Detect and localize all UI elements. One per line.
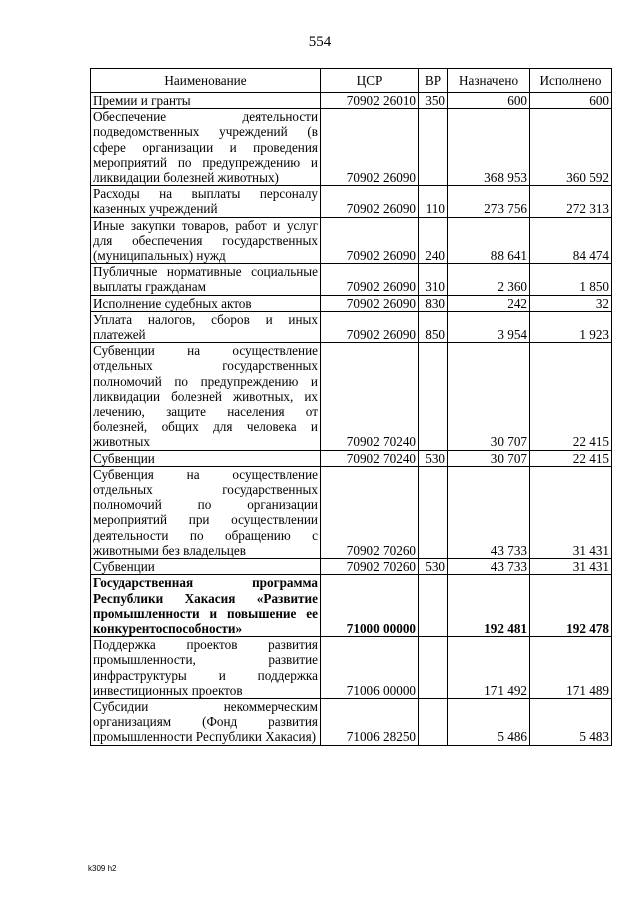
row-name: Субвенции на осуществление отдельных государственных полномочий по предупреждению и ликвидации болезней животных, их лечению, защите населения от болезней, общих для человека и животных (91, 343, 321, 450)
row-csr: 70902 70260 (321, 559, 419, 575)
row-executed: 1 850 (530, 264, 612, 295)
table-row (91, 466, 612, 558)
footer-code: k309 h2 (88, 864, 117, 873)
table-body (91, 93, 612, 746)
header-name: Наименование (91, 69, 321, 93)
row-executed: 31 431 (530, 466, 612, 558)
row-name: Премии и гранты (91, 93, 321, 109)
row-executed: 22 415 (530, 343, 612, 450)
header-csr: ЦСР (321, 69, 419, 93)
row-vr: 830 (419, 295, 448, 311)
table-row (91, 295, 612, 311)
row-name: Публичные нормативные социальные выплаты гражданам (91, 264, 321, 295)
row-executed: 1 923 (530, 311, 612, 342)
row-name: Уплата налогов, сборов и иных платежей (91, 311, 321, 342)
table-row (91, 311, 612, 342)
row-csr: 71006 00000 (321, 637, 419, 699)
row-assigned: 3 954 (448, 311, 530, 342)
row-executed: 192 478 (530, 575, 612, 637)
row-name: Исполнение судебных актов (91, 295, 321, 311)
table-row (91, 450, 612, 466)
table-row (91, 186, 612, 217)
row-executed: 31 431 (530, 559, 612, 575)
row-name: Субсидии некоммерческим организациям (Фонд развития промышленности Республики Хакасия) (91, 698, 321, 745)
budget-table (90, 68, 612, 746)
row-executed: 600 (530, 93, 612, 109)
row-vr: 240 (419, 217, 448, 264)
row-vr (419, 109, 448, 186)
row-executed: 22 415 (530, 450, 612, 466)
row-assigned: 242 (448, 295, 530, 311)
row-csr: 70902 70240 (321, 343, 419, 450)
row-csr: 70902 26090 (321, 109, 419, 186)
row-assigned: 273 756 (448, 186, 530, 217)
row-vr (419, 343, 448, 450)
row-assigned: 5 486 (448, 698, 530, 745)
row-assigned: 88 641 (448, 217, 530, 264)
row-vr (419, 575, 448, 637)
row-vr: 350 (419, 93, 448, 109)
header-executed: Исполнено (530, 69, 612, 93)
row-assigned: 43 733 (448, 559, 530, 575)
row-vr: 530 (419, 450, 448, 466)
row-csr: 70902 26090 (321, 295, 419, 311)
header-vr: ВР (419, 69, 448, 93)
row-name: Поддержка проектов развития промышленности, развитие инфраструктуры и поддержка инвестиционных проектов (91, 637, 321, 699)
table-row (91, 217, 612, 264)
table-row (91, 637, 612, 699)
row-assigned: 192 481 (448, 575, 530, 637)
row-csr: 70902 26090 (321, 217, 419, 264)
table-row (91, 698, 612, 745)
row-csr: 71006 28250 (321, 698, 419, 745)
row-csr: 70902 26010 (321, 93, 419, 109)
row-vr (419, 466, 448, 558)
row-assigned: 43 733 (448, 466, 530, 558)
row-vr: 530 (419, 559, 448, 575)
table-row (91, 93, 612, 109)
row-assigned: 368 953 (448, 109, 530, 186)
row-assigned: 2 360 (448, 264, 530, 295)
row-name: Субвенции (91, 559, 321, 575)
row-vr (419, 637, 448, 699)
row-name: Субвенция на осуществление отдельных государственных полномочий по организации мероприятий при осуществлении деятельности по обращению с животными без владельцев (91, 466, 321, 558)
row-csr: 70902 26090 (321, 311, 419, 342)
row-assigned: 171 492 (448, 637, 530, 699)
table-row (91, 575, 612, 637)
table-row (91, 343, 612, 450)
row-name: Государственная программа Республики Хакасия «Развитие промышленности и повышение ее конкурентоспособности» (91, 575, 321, 637)
row-name: Обеспечение деятельности подведомственных учреждений (в сфере организации и проведения мероприятий по предупреждению и ликвидации болезней животных) (91, 109, 321, 186)
row-csr: 70902 70260 (321, 466, 419, 558)
row-name: Расходы на выплаты персоналу казенных учреждений (91, 186, 321, 217)
row-name: Субвенции (91, 450, 321, 466)
row-csr: 70902 26090 (321, 264, 419, 295)
table-row (91, 109, 612, 186)
table-row (91, 264, 612, 295)
row-assigned: 30 707 (448, 450, 530, 466)
row-executed: 32 (530, 295, 612, 311)
row-csr: 71000 00000 (321, 575, 419, 637)
row-vr (419, 698, 448, 745)
row-executed: 360 592 (530, 109, 612, 186)
row-executed: 84 474 (530, 217, 612, 264)
row-executed: 5 483 (530, 698, 612, 745)
row-assigned: 30 707 (448, 343, 530, 450)
row-csr: 70902 70240 (321, 450, 419, 466)
row-executed: 171 489 (530, 637, 612, 699)
row-vr: 110 (419, 186, 448, 217)
table-header-row (91, 69, 612, 93)
header-assigned: Назначено (448, 69, 530, 93)
row-assigned: 600 (448, 93, 530, 109)
row-vr: 850 (419, 311, 448, 342)
row-executed: 272 313 (530, 186, 612, 217)
table-row (91, 559, 612, 575)
row-vr: 310 (419, 264, 448, 295)
row-csr: 70902 26090 (321, 186, 419, 217)
row-name: Иные закупки товаров, работ и услуг для обеспечения государственных (муниципальных) нужд (91, 217, 321, 264)
page-number: 554 (308, 34, 332, 50)
